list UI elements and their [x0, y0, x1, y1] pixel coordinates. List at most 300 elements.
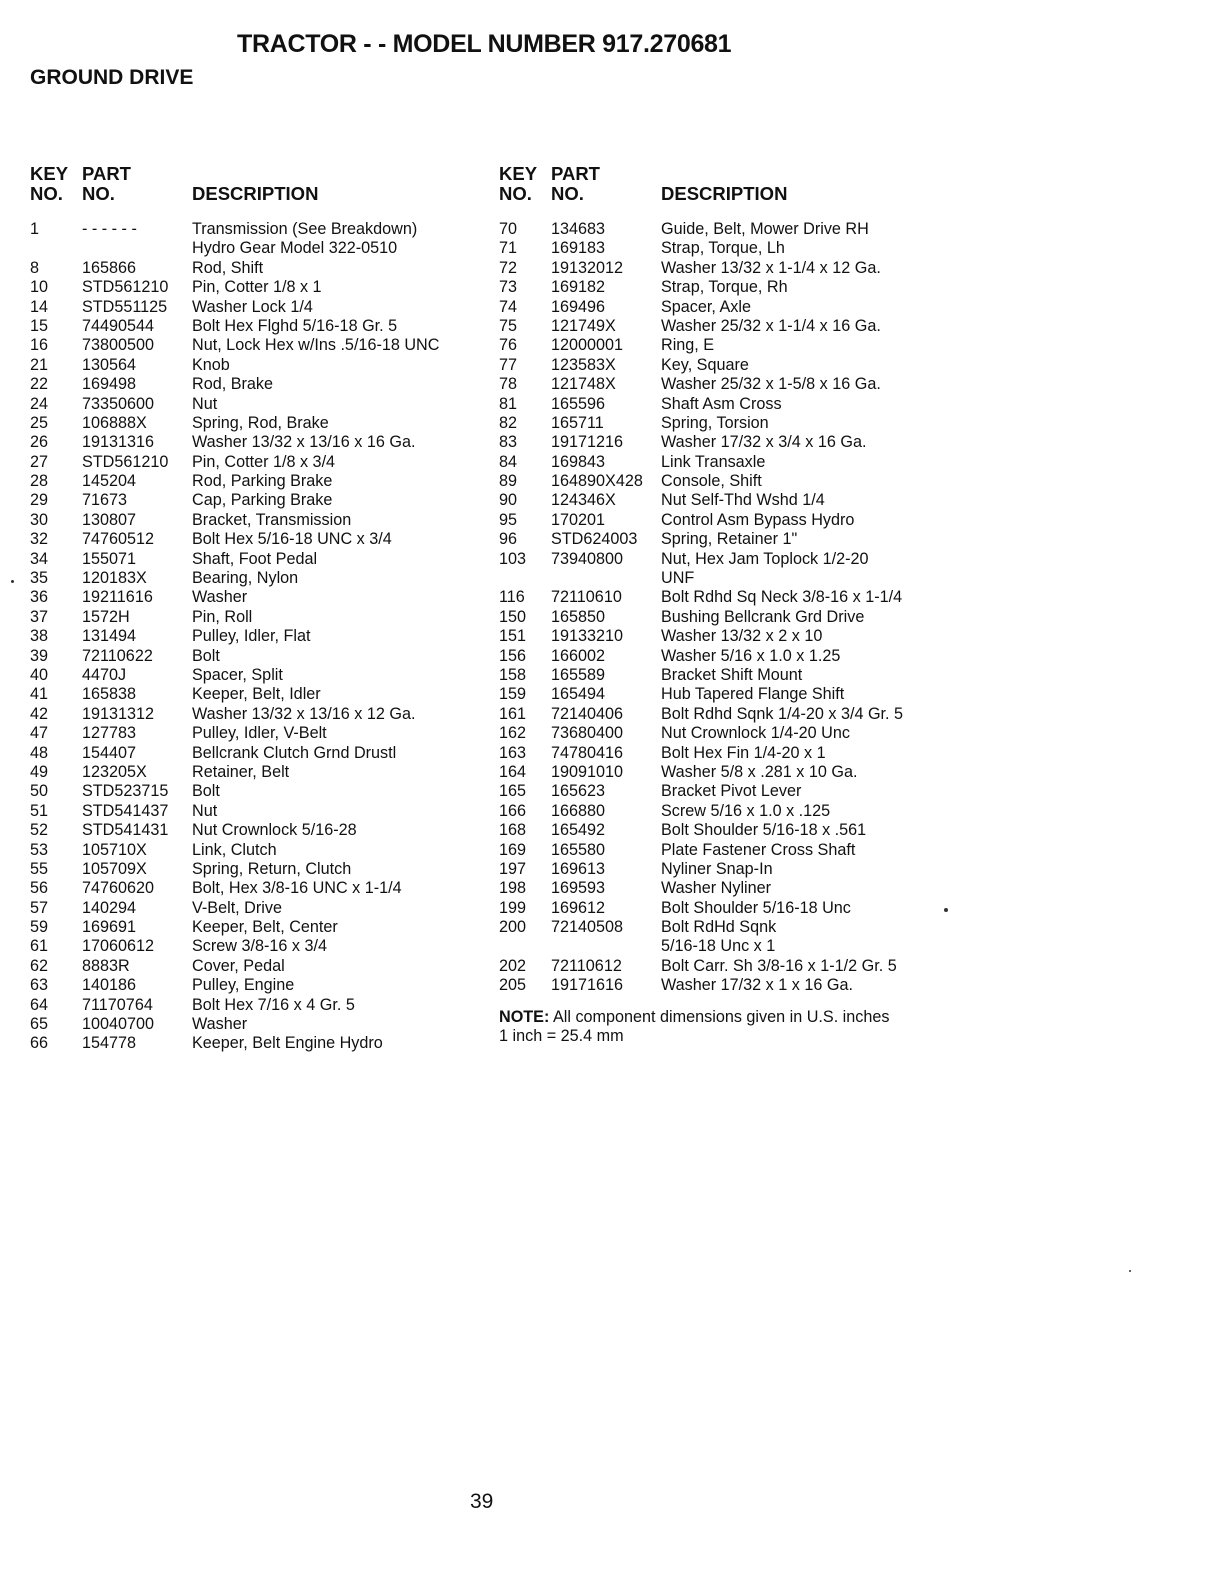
key-number: 29 — [30, 491, 49, 510]
part-number: 124346X — [551, 491, 616, 510]
key-number: 74 — [499, 297, 518, 316]
table-row — [30, 976, 485, 995]
note-text: All component dimensions given in U.S. inches — [549, 1007, 890, 1026]
part-description: Console, Shift — [661, 472, 762, 491]
page-title: TRACTOR - - MODEL NUMBER 917.270681 — [237, 30, 732, 58]
part-description: Guide, Belt, Mower Drive RH — [661, 220, 869, 238]
part-description: Bolt, Hex 3/8-16 UNC x 1-1/4 — [192, 879, 402, 898]
part-number: 71673 — [82, 491, 128, 510]
scan-speck — [1129, 1270, 1131, 1272]
table-row — [499, 453, 949, 472]
part-description: Plate Fastener Cross Shaft — [661, 840, 856, 859]
key-header-top: KEY — [499, 163, 538, 184]
key-number: 39 — [30, 646, 49, 665]
part-description: Link Transaxle — [661, 452, 766, 471]
key-number: 55 — [30, 859, 49, 878]
table-row — [499, 976, 949, 995]
table-row — [499, 414, 949, 433]
key-number: 24 — [30, 394, 49, 413]
table-row — [499, 899, 949, 918]
part-description: Spring, Torsion — [661, 413, 769, 432]
table-row — [499, 472, 949, 491]
part-number: 165711 — [551, 413, 604, 432]
key-number: 71 — [499, 239, 518, 258]
table-row — [30, 336, 485, 355]
table-row — [499, 608, 949, 627]
part-description: Washer 25/32 x 1-1/4 x 16 Ga. — [661, 316, 881, 335]
table-row — [30, 433, 485, 452]
key-number: 95 — [499, 510, 518, 529]
table-row — [30, 530, 485, 549]
part-number: 121749X — [551, 316, 616, 335]
part-description: Washer 5/8 x .281 x 10 Ga. — [661, 762, 858, 781]
part-number: STD541437 — [82, 801, 169, 820]
key-number: 164 — [499, 762, 527, 781]
part-number: 120183X — [82, 569, 147, 588]
table-row — [499, 395, 949, 414]
part-description: Pulley, Engine — [192, 976, 295, 995]
part-number: 169691 — [82, 918, 137, 937]
part-number: 145204 — [82, 472, 137, 491]
part-number: 105709X — [82, 859, 147, 878]
part-number: 131494 — [82, 627, 137, 646]
key-number: 161 — [499, 704, 527, 723]
part-number: 169496 — [551, 297, 606, 316]
table-row — [499, 627, 949, 646]
table-row — [30, 395, 485, 414]
part-number: 169613 — [551, 859, 606, 878]
part-number: 123205X — [82, 762, 147, 781]
scan-speck — [944, 908, 948, 912]
parts-list-right — [499, 164, 949, 1046]
key-header-bottom: NO. — [30, 183, 63, 204]
key-number: 163 — [499, 743, 527, 762]
part-description: Nut Crownlock 5/16-28 — [192, 821, 357, 840]
key-number: 66 — [30, 1034, 49, 1053]
table-row — [30, 550, 485, 569]
part-number: STD523715 — [82, 782, 169, 801]
part-number: 19091010 — [551, 762, 624, 781]
part-number: 19131312 — [82, 704, 155, 723]
part-description: Link, Clutch — [192, 840, 277, 859]
table-row — [30, 239, 485, 258]
table-row — [30, 569, 485, 588]
part-number: 106888X — [82, 413, 147, 432]
part-description: Ring, E — [661, 336, 715, 355]
part-number: 12000001 — [551, 336, 624, 355]
parts-rows — [30, 220, 485, 1054]
part-description: Bolt — [192, 646, 220, 665]
part-number: 19171616 — [551, 976, 624, 995]
table-row — [30, 763, 485, 782]
key-number: 65 — [30, 1015, 49, 1034]
table-row — [499, 259, 949, 278]
table-row — [30, 317, 485, 336]
key-number: 30 — [30, 510, 49, 529]
part-number: 140186 — [82, 976, 137, 995]
part-description: Pin, Cotter 1/8 x 1 — [192, 278, 322, 297]
part-description: Bolt Shoulder 5/16-18 x .561 — [661, 821, 867, 840]
part-description: Spring, Rod, Brake — [192, 413, 329, 432]
key-number: 75 — [499, 316, 518, 335]
key-number: 62 — [30, 956, 49, 975]
key-number: 162 — [499, 724, 527, 743]
part-number: 121748X — [551, 375, 616, 394]
part-description: Bracket Shift Mount — [661, 665, 803, 684]
part-description: Rod, Brake — [192, 375, 273, 394]
key-number: 83 — [499, 433, 518, 452]
part-number: 73680400 — [551, 724, 624, 743]
part-number: STD561210 — [82, 452, 169, 471]
part-number: 134683 — [551, 220, 606, 238]
part-description: Pulley, Idler, V-Belt — [192, 724, 327, 743]
table-row — [499, 957, 949, 976]
part-description: Screw 5/16 x 1.0 x .125 — [661, 801, 831, 820]
table-row — [499, 666, 949, 685]
part-description: Hydro Gear Model 322-0510 — [192, 239, 398, 258]
part-number: 74760620 — [82, 879, 155, 898]
table-row — [30, 996, 485, 1015]
part-description: Cover, Pedal — [192, 956, 285, 975]
key-number: 8 — [30, 258, 40, 277]
part-number: 140294 — [82, 898, 137, 917]
key-number: 32 — [30, 530, 49, 549]
part-description: Transmission (See Breakdown) — [192, 220, 418, 238]
key-number: 41 — [30, 685, 49, 704]
key-number: 165 — [499, 782, 527, 801]
parts-list-left — [30, 164, 485, 1054]
part-number: 165838 — [82, 685, 137, 704]
part-description: V-Belt, Drive — [192, 898, 282, 917]
part-number: 169182 — [551, 278, 606, 297]
part-description: Nut, Lock Hex w/Ins .5/16-18 UNC — [192, 336, 440, 355]
part-description: Pulley, Idler, Flat — [192, 627, 311, 646]
part-number: 73800500 — [82, 336, 155, 355]
table-row — [499, 433, 949, 452]
part-number: 165589 — [551, 665, 606, 684]
part-description: Cap, Parking Brake — [192, 491, 333, 510]
part-description: Bolt RdHd Sqnk — [661, 918, 777, 937]
part-number: 72110610 — [551, 588, 622, 607]
table-row — [499, 550, 949, 569]
part-description: Washer 13/32 x 1-1/4 x 12 Ga. — [661, 258, 881, 277]
part-number: 169612 — [551, 898, 606, 917]
table-row — [499, 356, 949, 375]
part-number: 19131316 — [82, 433, 155, 452]
table-row — [30, 414, 485, 433]
key-number: 47 — [30, 724, 49, 743]
key-number: 10 — [30, 278, 49, 297]
table-row — [499, 511, 949, 530]
note-line-2: 1 inch = 25.4 mm — [499, 1027, 624, 1046]
part-number: 19171216 — [551, 433, 624, 452]
part-number: 72140508 — [551, 918, 624, 937]
key-number: 1 — [30, 220, 40, 238]
key-number: 64 — [30, 995, 49, 1014]
page-number: 39 — [470, 1490, 494, 1513]
part-description: Spacer, Split — [192, 665, 283, 684]
table-row — [499, 782, 949, 801]
part-description: Retainer, Belt — [192, 762, 290, 781]
table-row — [499, 744, 949, 763]
part-number: 19211616 — [82, 588, 153, 607]
table-row — [499, 841, 949, 860]
key-number: 22 — [30, 375, 49, 394]
part-description: Spacer, Axle — [661, 297, 751, 316]
part-header-bottom: NO. — [551, 183, 584, 204]
part-number: 71170764 — [82, 995, 153, 1014]
key-number: 38 — [30, 627, 49, 646]
table-row — [499, 588, 949, 607]
key-header-top: KEY — [30, 163, 69, 184]
table-row — [499, 491, 949, 510]
part-number: 169498 — [82, 375, 137, 394]
part-description: Pin, Roll — [192, 607, 253, 626]
table-row — [499, 569, 949, 588]
part-number: 166880 — [551, 801, 606, 820]
part-description: Washer 17/32 x 1 x 16 Ga. — [661, 976, 853, 995]
part-description: Screw 3/8-16 x 3/4 — [192, 937, 327, 956]
table-row — [30, 491, 485, 510]
key-number: 103 — [499, 549, 527, 568]
part-description: Nut — [192, 394, 218, 413]
part-description: Keeper, Belt, Center — [192, 918, 338, 937]
key-number: 40 — [30, 665, 49, 684]
part-description: Bushing Bellcrank Grd Drive — [661, 607, 865, 626]
part-description: Washer — [192, 1015, 248, 1034]
part-number: 169593 — [551, 879, 606, 898]
key-number: 34 — [30, 549, 49, 568]
key-number: 51 — [30, 801, 49, 820]
table-row — [30, 259, 485, 278]
key-number: 169 — [499, 840, 527, 859]
part-number: 19132012 — [551, 258, 624, 277]
part-number: 10040700 — [82, 1015, 155, 1034]
key-number: 116 — [499, 588, 525, 607]
key-number: 168 — [499, 821, 527, 840]
part-description: Bracket Pivot Lever — [661, 782, 802, 801]
table-row — [30, 705, 485, 724]
part-description: Bellcrank Clutch Grnd Drustl — [192, 743, 397, 762]
part-description: Washer 17/32 x 3/4 x 16 Ga. — [661, 433, 867, 452]
key-number: 84 — [499, 452, 518, 471]
part-number: 105710X — [82, 840, 147, 859]
key-number: 26 — [30, 433, 49, 452]
part-number: 154407 — [82, 743, 137, 762]
part-description: Nut Crownlock 1/4-20 Unc — [661, 724, 850, 743]
part-description: Strap, Torque, Lh — [661, 239, 785, 258]
table-row — [499, 317, 949, 336]
key-number: 151 — [499, 627, 527, 646]
table-row — [30, 298, 485, 317]
table-row — [30, 957, 485, 976]
table-row — [30, 356, 485, 375]
table-row — [499, 802, 949, 821]
table-row — [499, 821, 949, 840]
table-row — [499, 879, 949, 898]
part-description: Bolt Hex Fin 1/4-20 x 1 — [661, 743, 826, 762]
part-description: Washer 13/32 x 13/16 x 12 Ga. — [192, 704, 416, 723]
part-description: Bolt Hex 5/16-18 UNC x 3/4 — [192, 530, 392, 549]
table-row — [30, 879, 485, 898]
key-number: 27 — [30, 452, 49, 471]
part-description: UNF — [661, 569, 695, 588]
key-number: 156 — [499, 646, 527, 665]
key-number: 52 — [30, 821, 49, 840]
table-row — [30, 588, 485, 607]
key-number: 77 — [499, 355, 518, 374]
part-number: STD541431 — [82, 821, 169, 840]
part-number: 154778 — [82, 1034, 137, 1053]
part-description: Nut — [192, 801, 218, 820]
key-number: 53 — [30, 840, 49, 859]
key-number: 70 — [499, 220, 518, 238]
part-header-top: PART — [82, 163, 131, 184]
description-header: DESCRIPTION — [192, 183, 319, 204]
part-description: Keeper, Belt, Idler — [192, 685, 321, 704]
part-description: Rod, Shift — [192, 258, 264, 277]
part-description: Bolt Rdhd Sq Neck 3/8-16 x 1-1/4 — [661, 588, 903, 607]
key-number: 150 — [499, 607, 527, 626]
table-row — [30, 782, 485, 801]
part-description: Washer Lock 1/4 — [192, 297, 313, 316]
table-row — [30, 627, 485, 646]
table-row — [30, 1034, 485, 1053]
part-description: Washer 13/32 x 13/16 x 16 Ga. — [192, 433, 416, 452]
key-number: 197 — [499, 859, 527, 878]
part-number: 4470J — [82, 665, 127, 684]
table-row — [499, 724, 949, 743]
key-number: 96 — [499, 530, 518, 549]
key-number: 73 — [499, 278, 518, 297]
key-number: 15 — [30, 316, 49, 335]
part-number: 165494 — [551, 685, 606, 704]
part-number: 127783 — [82, 724, 137, 743]
table-row — [30, 375, 485, 394]
part-description: Keeper, Belt Engine Hydro — [192, 1034, 383, 1053]
part-description: Washer Nyliner — [661, 879, 772, 898]
column-headers — [499, 164, 949, 220]
key-number: 25 — [30, 413, 49, 432]
part-number: 17060612 — [82, 937, 155, 956]
part-number: 169183 — [551, 239, 606, 258]
part-number: 165623 — [551, 782, 606, 801]
key-number: 89 — [499, 472, 518, 491]
part-number: 169843 — [551, 452, 606, 471]
key-number: 159 — [499, 685, 527, 704]
table-row — [499, 647, 949, 666]
key-number: 21 — [30, 355, 49, 374]
part-description: Strap, Torque, Rh — [661, 278, 788, 297]
part-number: 8883R — [82, 956, 130, 975]
table-row — [30, 685, 485, 704]
part-number: STD624003 — [551, 530, 638, 549]
note-label: NOTE: — [499, 1007, 550, 1026]
part-number: 123583X — [551, 355, 616, 374]
key-number: 78 — [499, 375, 518, 394]
table-row — [30, 472, 485, 491]
table-row — [499, 937, 949, 956]
part-number: 73350600 — [82, 394, 155, 413]
key-header-bottom: NO. — [499, 183, 532, 204]
key-number: 199 — [499, 898, 527, 917]
table-row — [30, 899, 485, 918]
note-line-1 — [499, 1008, 949, 1027]
part-description: 5/16-18 Unc x 1 — [661, 937, 776, 956]
part-description: Nut, Hex Jam Toplock 1/2-20 — [661, 549, 869, 568]
key-number: 205 — [499, 976, 527, 995]
note — [499, 1008, 949, 1047]
key-number: 59 — [30, 918, 49, 937]
table-row — [30, 918, 485, 937]
table-row — [499, 278, 949, 297]
key-number: 198 — [499, 879, 527, 898]
table-row — [499, 239, 949, 258]
key-number: 37 — [30, 607, 49, 626]
part-number: 165580 — [551, 840, 606, 859]
part-number: 165492 — [551, 821, 606, 840]
key-number: 50 — [30, 782, 49, 801]
key-number: 72 — [499, 258, 518, 277]
part-description: Bolt Carr. Sh 3/8-16 x 1-1/2 Gr. 5 — [661, 956, 897, 975]
key-number: 48 — [30, 743, 49, 762]
table-row — [499, 530, 949, 549]
part-number: 165866 — [82, 258, 137, 277]
part-description: Hub Tapered Flange Shift — [661, 685, 845, 704]
part-description: Bearing, Nylon — [192, 569, 299, 588]
description-header: DESCRIPTION — [661, 183, 788, 204]
part-number: 74490544 — [82, 316, 155, 335]
part-description: Washer 5/16 x 1.0 x 1.25 — [661, 646, 841, 665]
part-number: 155071 — [82, 549, 137, 568]
key-number: 49 — [30, 762, 49, 781]
key-number: 166 — [499, 801, 527, 820]
key-number: 81 — [499, 394, 518, 413]
part-header-top: PART — [551, 163, 600, 184]
part-description: Spring, Return, Clutch — [192, 859, 352, 878]
table-row — [30, 220, 485, 239]
key-number: 16 — [30, 336, 49, 355]
part-number: STD551125 — [82, 297, 168, 316]
key-number: 76 — [499, 336, 518, 355]
table-row — [30, 744, 485, 763]
part-description: Washer — [192, 588, 248, 607]
part-description: Spring, Retainer 1" — [661, 530, 798, 549]
part-number: 130807 — [82, 510, 137, 529]
key-number: 36 — [30, 588, 49, 607]
table-row — [499, 763, 949, 782]
part-number: 72110612 — [551, 956, 622, 975]
table-row — [30, 802, 485, 821]
parts-rows — [499, 220, 949, 996]
part-description: Bolt — [192, 782, 220, 801]
table-row — [499, 918, 949, 937]
part-number: 74760512 — [82, 530, 155, 549]
part-description: Nyliner Snap-In — [661, 859, 773, 878]
key-number: 57 — [30, 898, 49, 917]
part-number: 165596 — [551, 394, 606, 413]
part-description: Control Asm Bypass Hydro — [661, 510, 855, 529]
part-number: 72140406 — [551, 704, 624, 723]
table-row — [30, 860, 485, 879]
part-number: - - - - - - — [82, 220, 137, 238]
table-row — [30, 724, 485, 743]
part-header-bottom: NO. — [82, 183, 115, 204]
part-number: 165850 — [551, 607, 606, 626]
table-row — [30, 511, 485, 530]
table-row — [30, 821, 485, 840]
part-description: Nut Self-Thd Wshd 1/4 — [661, 491, 825, 510]
